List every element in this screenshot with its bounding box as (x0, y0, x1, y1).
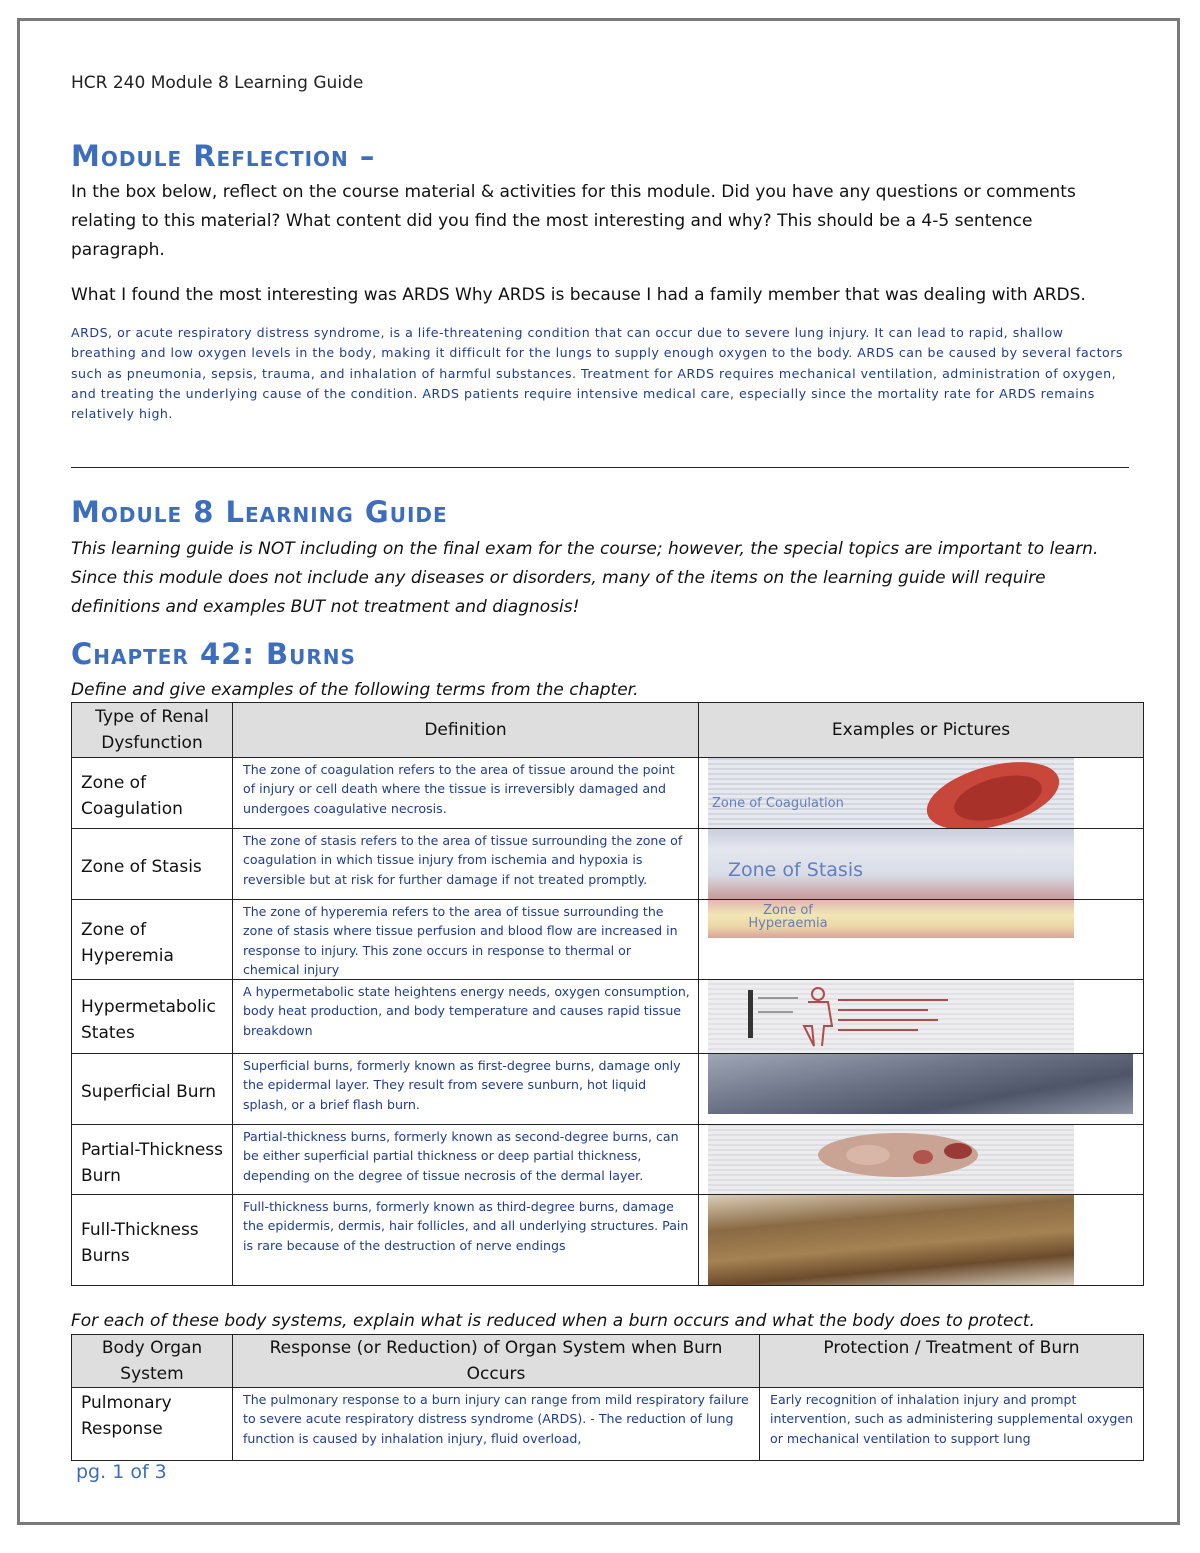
body-systems-table (71, 1334, 1144, 1461)
guide-intro: This learning guide is NOT including on the final exam for the course; however, the special topics are important to learn. Since this module does not include any diseases or disorders, many of the items on the learning guide will require definitions and examples BUT not treatment and diagnosis! (71, 539, 1099, 617)
picture-label: Zone of Coagulation (712, 796, 844, 811)
term-cell: Partial-Thickness Burn (72, 1125, 233, 1195)
picture-label: Zone of Stasis (728, 859, 863, 881)
document-header: HCR 240 Module 8 Learning Guide (71, 73, 364, 93)
table-header-row (72, 703, 1144, 758)
term-cell: Hypermetabolic States (72, 980, 233, 1054)
example-cell (699, 1054, 1144, 1125)
superficial-burn-picture (708, 1054, 1133, 1114)
example-cell (699, 900, 1144, 980)
chapter-instruction: Define and give examples of the following terms from the chapter. (71, 680, 639, 700)
header-examples: Examples or Pictures (699, 703, 1144, 758)
protection-cell: Early recognition of inhalation injury and prompt intervention, such as administering supplemental oxygen or mechanical ventilation to support lung (760, 1388, 1144, 1461)
term-cell: Zone of Stasis (72, 829, 233, 900)
table-row (72, 829, 1144, 900)
guide-title: Module 8 Learning Guide (71, 495, 448, 529)
hypermetabolic-diagram-picture (708, 980, 1074, 1053)
response-cell: The pulmonary response to a burn injury can range from mild respiratory failure to severe acute respiratory distress syndrome (ARDS). - The reduction of lung function is caused by inhalation injury, fluid overload, (233, 1388, 760, 1461)
term-cell: Zone of Hyperemia (72, 900, 233, 980)
table-row (72, 980, 1144, 1054)
definition-cell: The zone of hyperemia refers to the area of tissue surrounding the zone of stasis where tissue perfusion and blood flow are increased in response to injury. This zone occurs in response to thermal or chemical injury (233, 900, 699, 980)
table-row (72, 758, 1144, 829)
table-header-row (72, 1335, 1144, 1388)
example-cell (699, 980, 1144, 1054)
zone-of-coagulation-picture (708, 758, 1074, 828)
term-cell: Full-Thickness Burns (72, 1195, 233, 1286)
table-row (72, 1195, 1144, 1286)
definition-cell: A hypermetabolic state heightens energy needs, oxygen consumption, body heat production, and body temperature and causes rapid tissue breakdown (233, 980, 699, 1054)
header-response: Response (or Reduction) of Organ System when Burn Occurs (233, 1335, 760, 1388)
reflection-title: Module Reflection – (71, 139, 376, 173)
body-diagram-illustration (708, 980, 1074, 1053)
section-divider (71, 467, 1129, 468)
header-system: Body Organ System (72, 1335, 233, 1388)
zone-of-stasis-picture (708, 829, 1074, 899)
table-row (72, 1054, 1144, 1125)
term-cell: Zone of Coagulation (72, 758, 233, 829)
example-cell (699, 758, 1144, 829)
header-type: Type of Renal Dysfunction (72, 703, 233, 758)
example-cell (699, 829, 1144, 900)
header-definition: Definition (233, 703, 699, 758)
partial-thickness-burn-picture (708, 1125, 1074, 1194)
reflection-prompt: In the box below, reflect on the course material & activities for this module. Did you have any questions or comments relating to this material? What content did you find the most interesting and why? This should be a 4-5 sentence paragraph. (71, 182, 1076, 260)
table-row (72, 900, 1144, 980)
burns-terms-table (71, 702, 1144, 1286)
full-thickness-burn-picture (708, 1195, 1074, 1285)
example-cell (699, 1125, 1144, 1195)
header-protection: Protection / Treatment of Burn (760, 1335, 1144, 1388)
example-cell (699, 1195, 1144, 1286)
term-cell: Superficial Burn (72, 1054, 233, 1125)
definition-cell: Partial-thickness burns, formerly known as second-degree burns, can be either superficial partial thickness or deep partial thickness, depending on the degree of tissue necrosis of the dermal layer. (233, 1125, 699, 1195)
zone-of-hyperemia-picture (708, 900, 1074, 938)
system-cell: Pulmonary Response (72, 1388, 233, 1461)
definition-cell: Full-thickness burns, formerly known as third-degree burns, damage the epidermis, dermis, hair follicles, and all underlying structures. Pain is rare because of the destruction of nerve endings (233, 1195, 699, 1286)
reflection-answer-body: ARDS, or acute respiratory distress syndrome, is a life-threatening condition that can occur due to severe lung injury. It can lead to rapid, shallow breathing and low oxygen levels in the body, making it difficult for the lungs to supply enough oxygen to the body. ARDS can be caused by several factors such as pneumonia, sepsis, trauma, and inhalation of harmful substances. Treatment for ARDS requires mechanical ventilation, administration of oxygen, and treating the underlying cause of the condition. ARDS patients require intensive medical care, especially since the mortality rate for ARDS remains relatively high. (71, 325, 1123, 422)
definition-cell: Superficial burns, formerly known as first-degree burns, damage only the epidermal layer. They result from severe sunburn, hot liquid splash, or a brief flash burn. (233, 1054, 699, 1125)
table-row (72, 1125, 1144, 1195)
definition-cell: The zone of stasis refers to the area of tissue surrounding the zone of coagulation in which tissue injury from ischemia and hypoxia is reversible but at risk for further damage if not treated promptly. (233, 829, 699, 900)
systems-instruction: For each of these body systems, explain what is reduced when a burn occurs and what the body does to protect. (71, 1311, 1035, 1331)
reflection-answer-intro: What I found the most interesting was ARDS Why ARDS is because I had a family member that was dealing with ARDS. (71, 285, 1086, 305)
table-row (72, 1388, 1144, 1461)
burn-wound-illustration (708, 758, 1074, 828)
definition-cell: The zone of coagulation refers to the area of tissue around the point of injury or cell death where the tissue is irreversibly damaged and undergoes coagulative necrosis. (233, 758, 699, 829)
foot-burn-illustration (708, 1125, 1074, 1194)
page-number: pg. 1 of 3 (76, 1461, 167, 1483)
chapter-title: Chapter 42: Burns (71, 637, 356, 671)
picture-label: Zone of Hyperaemia (748, 903, 828, 931)
